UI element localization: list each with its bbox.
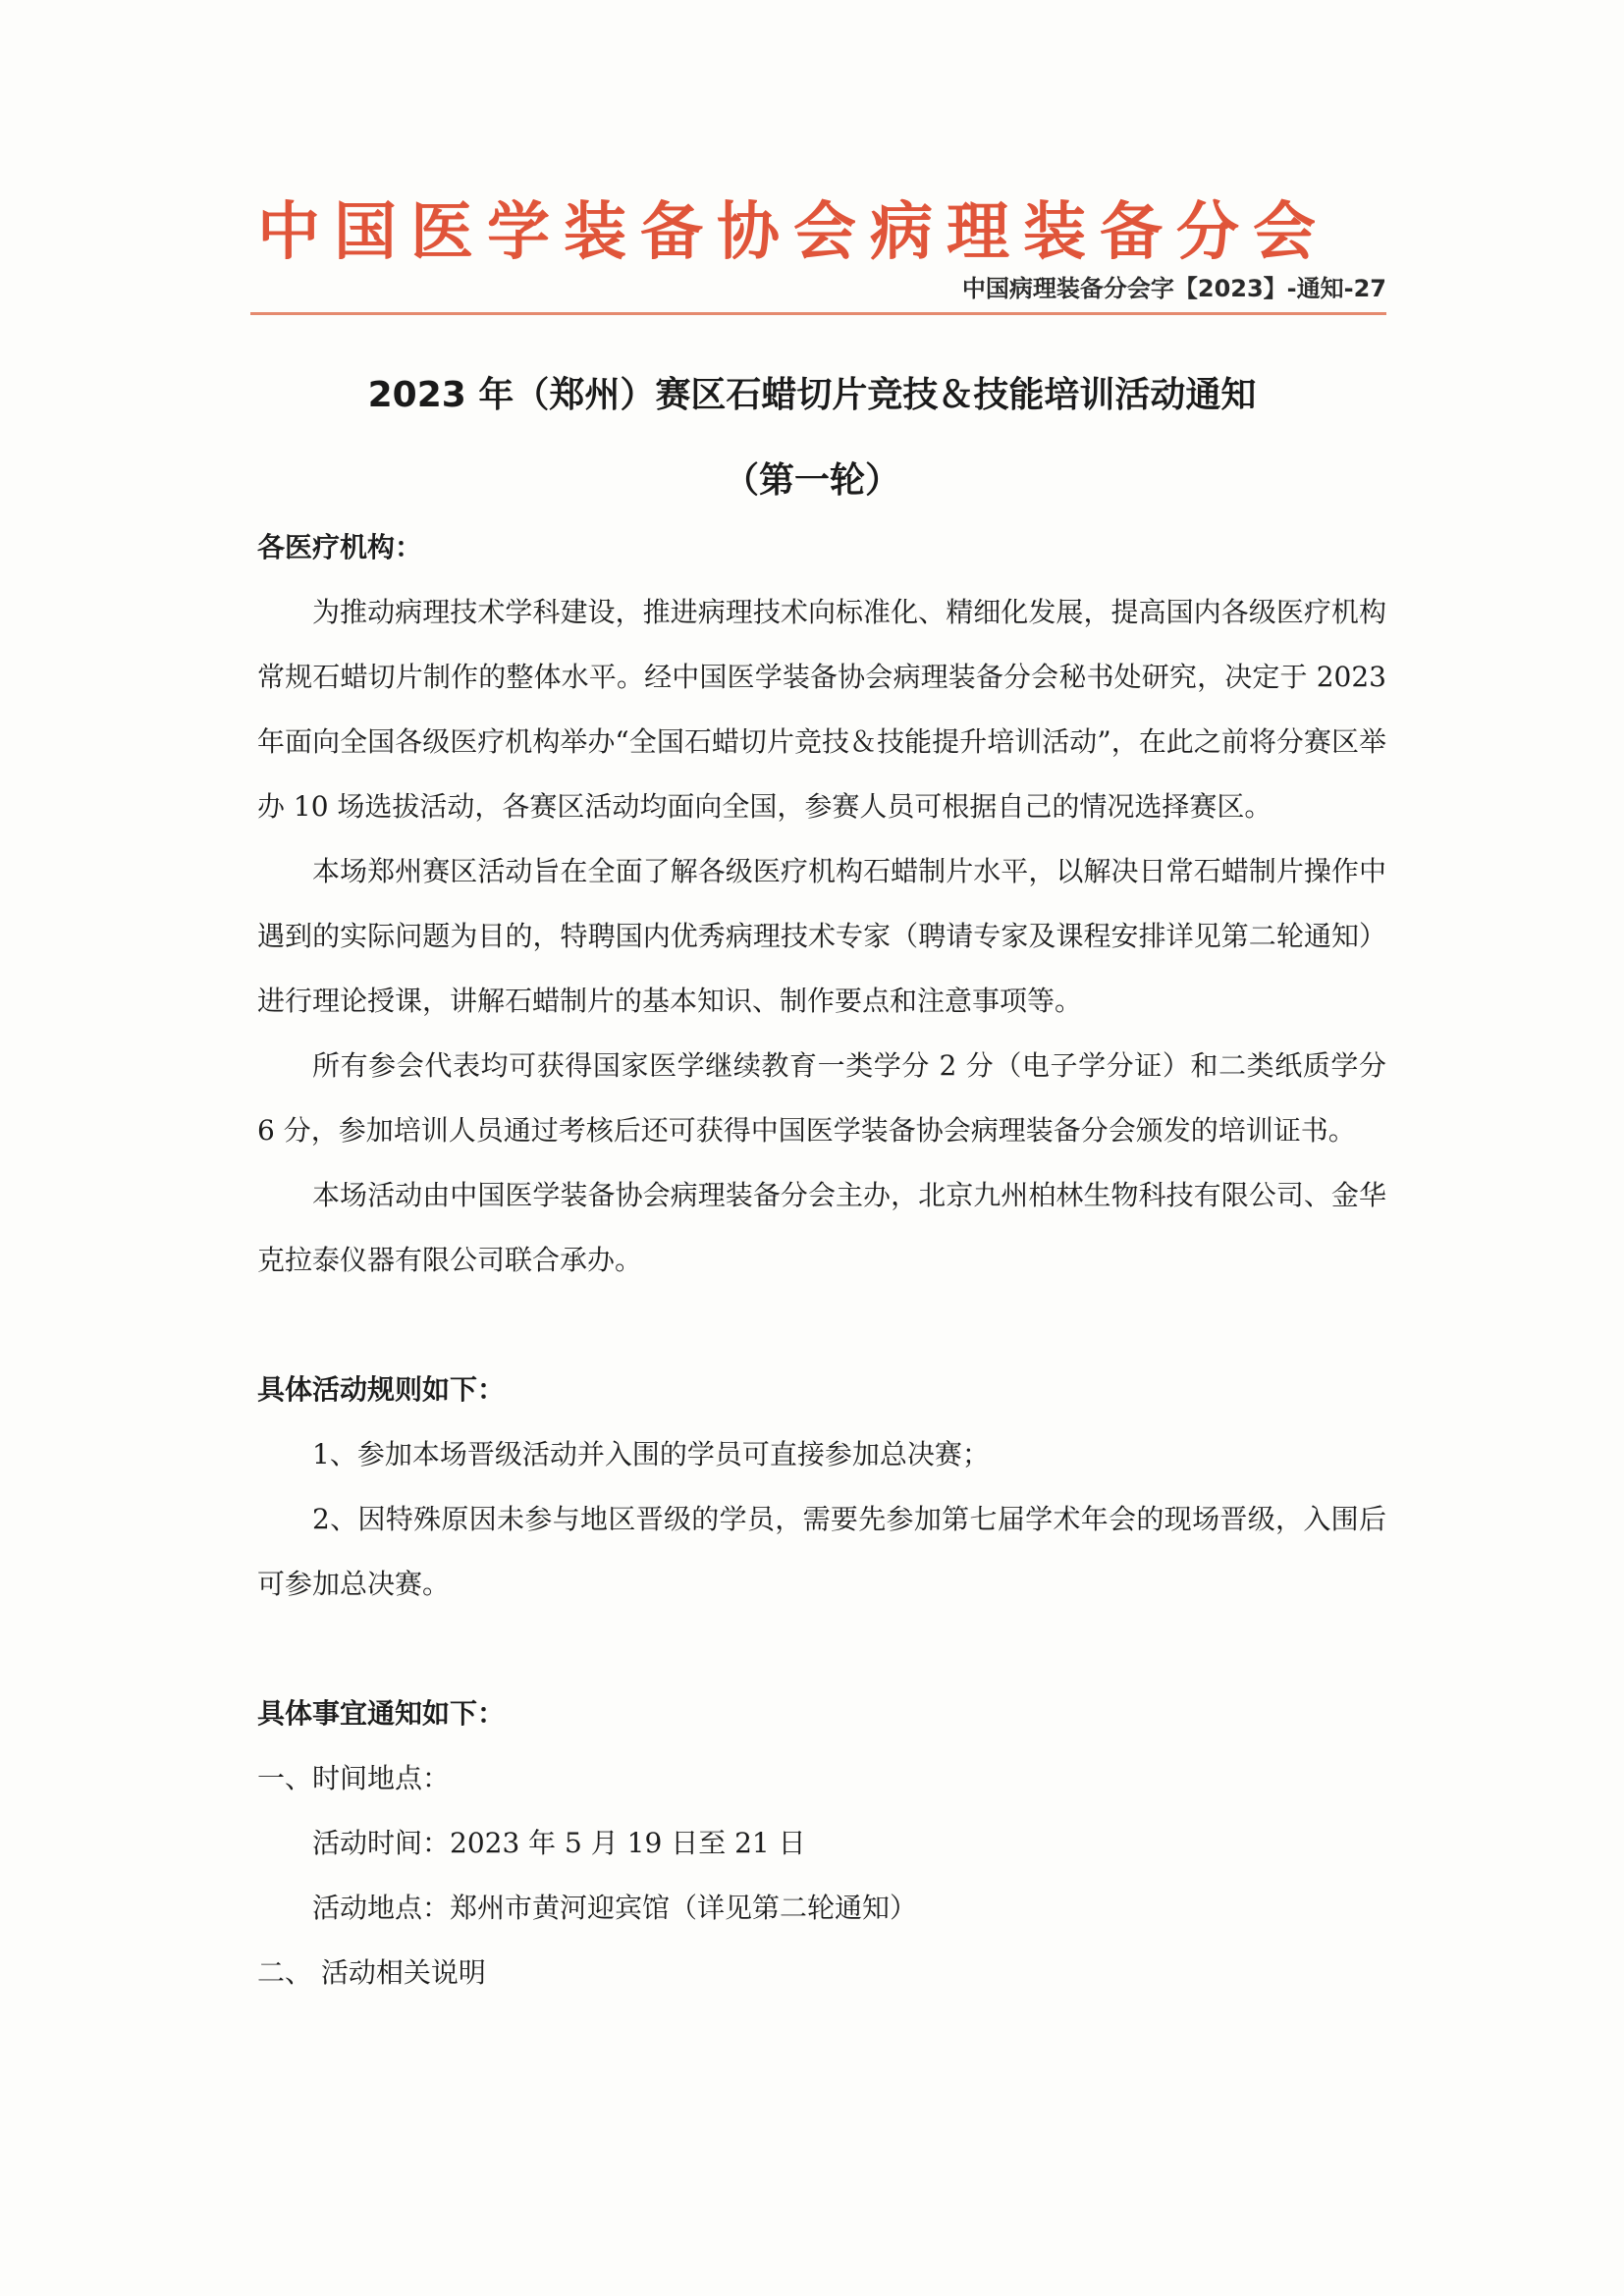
document-body <box>257 515 1386 2005</box>
document-subtitle: （第一轮） <box>723 460 900 501</box>
rules-heading: 具体活动规则如下： <box>257 1373 506 1406</box>
paragraph-zhengzhou: 本场郑州赛区活动旨在全面了解各级医疗机构石蜡制片水平，以解决日常石蜡制片操作中遇到的实际问题为目的，特聘国内优秀病理技术专家（聘请专家及课程安排详见第二轮通知）进行理论授课，讲解石蜡制片的基本知识、制作要点和注意事项等。 <box>257 855 1386 1017</box>
paragraph-credits: 所有参会代表均可获得国家医学继续教育一类学分 2 分（电子学分证）和二类纸质学分 6 分，参加培训人员通过考核后还可获得中国医学装备协会病理装备分会颁发的培训证书。 <box>257 1049 1386 1147</box>
paragraph-purpose: 为推动病理技术学科建设，推进病理技术向标准化、精细化发展，提高国内各级医疗机构常规石蜡切片制作的整体水平。经中国医学装备协会病理装备分会秘书处研究，决定于 2023 年面向全国各级医疗机构举办“全国石蜡切片竞技＆技能提升培训活动”，在此之前将分赛区举办 10 场选拔活动，各赛区活动均面向全国，参赛人员可根据自己的情况选择赛区。 <box>257 596 1386 823</box>
organization-name: 中国医学装备协会病理装备分会 <box>257 196 1329 269</box>
document-title: 2023 年（郑州）赛区石蜡切片竞技＆技能培训活动通知 <box>367 375 1257 415</box>
section-event-notes: 二、 活动相关说明 <box>257 1956 486 1989</box>
rule-item-2: 2、因特殊原因未参与地区晋级的学员，需要先参加第七届学术年会的现场晋级，入围后可参加总决赛。 <box>257 1503 1386 1600</box>
salutation: 各医疗机构： <box>257 531 423 563</box>
rule-item-1: 1、参加本场晋级活动并入围的学员可直接参加总决赛； <box>312 1438 990 1470</box>
section-time-place: 一、时间地点： <box>257 1762 451 1794</box>
details-heading: 具体事宜通知如下： <box>257 1697 506 1730</box>
paragraph-organizers: 本场活动由中国医学装备协会病理装备分会主办，北京九州柏林生物科技有限公司、金华克拉泰仪器有限公司联合承办。 <box>257 1179 1386 1276</box>
event-place: 活动地点：郑州市黄河迎宾馆（详见第二轮通知） <box>312 1892 918 1924</box>
document-number: 中国病理装备分会字【2023】-通知-27 <box>961 275 1386 302</box>
header-divider <box>250 312 1386 315</box>
event-time: 活动时间：2023 年 5 月 19 日至 21 日 <box>312 1827 806 1859</box>
